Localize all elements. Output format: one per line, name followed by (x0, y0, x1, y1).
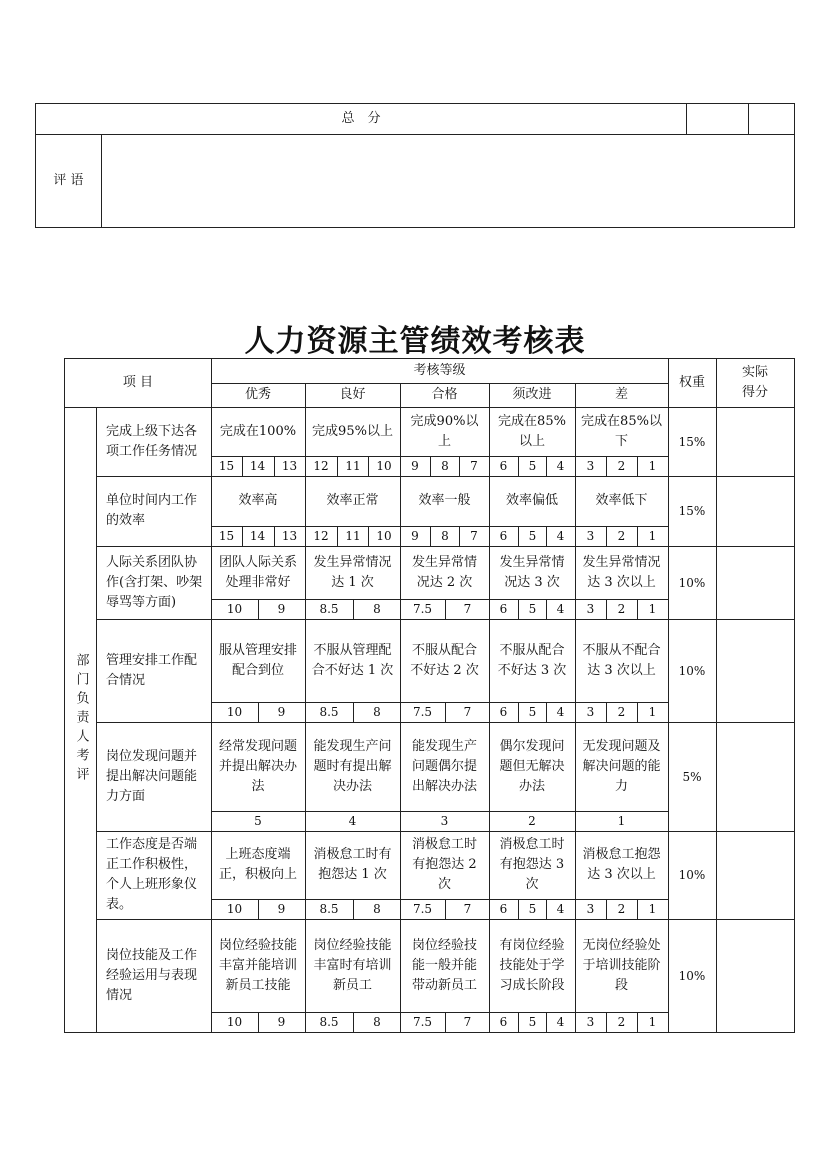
row-0-score-2-1: 8 (441, 459, 449, 473)
row-1-score-2-1: 8 (441, 529, 449, 543)
row-4-desc-2: 能发现生产问题偶尔提出解决办法 (411, 738, 477, 794)
row-2-desc-4: 发生异常情况达 3 次以上 (582, 554, 661, 590)
row-4-score-0-0: 5 (254, 814, 262, 828)
header-grade: 考核等级 (413, 363, 466, 378)
row-4-score-3-0: 2 (528, 814, 536, 828)
total-score-extra[interactable] (748, 104, 794, 134)
row-3-desc-1: 不服从管理配合不好达 1 次 (311, 642, 394, 678)
row-6-score-4-2: 1 (648, 1015, 657, 1029)
row-6-actual-score[interactable] (716, 919, 794, 1032)
header-score-line1: 实际 (741, 365, 768, 380)
row-5-score-3-1: 5 (528, 902, 537, 916)
row-0-name: 完成上级下达各项工作任务情况 (106, 423, 198, 459)
row-2-score-0-1: 9 (277, 602, 286, 616)
summary-table (35, 103, 795, 228)
row-2-score-2-1: 7 (463, 602, 472, 616)
row-6-score-3-2: 4 (556, 1015, 565, 1029)
row-5-desc-1: 消极怠工时有抱怨达 1 次 (313, 847, 392, 882)
row-0-score-0-2: 13 (281, 459, 298, 473)
row-5-desc-4: 消极怠工抱怨达 3 次以上 (582, 847, 661, 882)
row-5-score-0-1: 9 (277, 902, 286, 916)
row-6-desc-3: 有岗位经验技能处于学习成长阶段 (499, 937, 565, 993)
row-0-score-2-0: 9 (411, 459, 419, 473)
row-0-score-3-0: 6 (499, 459, 508, 473)
row-2-score-4-0: 3 (586, 602, 595, 616)
row-0-score-1-1: 11 (345, 459, 361, 473)
row-2-score-2-0: 7.5 (412, 602, 433, 616)
row-3-score-0-1: 9 (277, 705, 286, 719)
row-4-score-2-0: 3 (440, 814, 449, 828)
performance-table (64, 358, 795, 1033)
comment-field[interactable] (101, 134, 794, 227)
row-0-score-4-2: 1 (648, 459, 657, 473)
row-3-name: 管理安排工作配合情况 (106, 652, 198, 688)
row-3-weight: 10% (678, 663, 706, 678)
row-1-score-3-2: 4 (556, 529, 565, 543)
row-5-score-2-0: 7.5 (412, 902, 433, 916)
row-6-score-2-0: 7.5 (412, 1015, 433, 1029)
row-0-score-3-1: 5 (528, 459, 537, 473)
header-weight: 权重 (678, 375, 705, 390)
row-1-score-4-0: 3 (586, 529, 595, 543)
row-0-desc-3: 完成在85%以上 (498, 413, 566, 449)
header-level-2: 合格 (431, 387, 458, 402)
row-3-score-3-1: 5 (528, 705, 537, 719)
row-2-score-4-1: 2 (617, 602, 626, 616)
row-6-score-4-0: 3 (586, 1015, 595, 1029)
row-1-score-0-0: 15 (218, 529, 235, 543)
row-0-score-0-1: 14 (249, 459, 266, 473)
row-5-score-4-1: 2 (617, 902, 626, 916)
row-2-score-3-0: 6 (499, 602, 508, 616)
row-3-desc-0: 服从管理安排配合到位 (218, 642, 297, 678)
row-5-name: 工作态度是否端正工作积极性，个人上班形象仪表。 (106, 837, 198, 912)
row-5-desc-2: 消极怠工时有抱怨达 2 次 (411, 837, 477, 892)
header-level-1: 良好 (339, 387, 366, 402)
header-level-0: 优秀 (244, 387, 271, 402)
row-5-score-1-1: 8 (373, 902, 381, 916)
row-3-score-3-0: 6 (499, 705, 508, 719)
row-3-actual-score[interactable] (716, 619, 794, 722)
row-6-score-1-1: 8 (373, 1015, 381, 1029)
row-1-desc-4: 效率低下 (595, 493, 648, 508)
row-4-score-1-0: 4 (348, 814, 357, 828)
row-2-score-3-1: 5 (528, 602, 537, 616)
row-1-desc-0: 效率高 (238, 493, 278, 508)
row-2-desc-1: 发生异常情况达 1 次 (313, 554, 392, 590)
row-1-actual-score[interactable] (716, 476, 794, 546)
row-0-score-1-2: 10 (376, 459, 392, 473)
row-3-desc-4: 不服从不配合达 3 次以上 (582, 642, 661, 678)
row-5-desc-0: 上班态度端正，积极向上 (218, 847, 297, 882)
row-1-score-0-1: 14 (249, 529, 266, 543)
header-level-4: 差 (614, 387, 628, 402)
page-title: 人力资源主管绩效考核表 (244, 324, 586, 359)
row-5-score-3-2: 4 (556, 902, 565, 916)
row-5-score-2-1: 7 (463, 902, 472, 916)
row-6-desc-0: 岗位经验技能丰富并能培训新员工技能 (218, 937, 297, 993)
row-3-score-1-0: 8.5 (319, 705, 339, 719)
row-6-name: 岗位技能及工作经验运用与表现情况 (106, 947, 198, 1003)
row-6-desc-2: 岗位经验技能一般并能带动新员工 (411, 937, 477, 993)
row-4-desc-1: 能发现生产问题时有提出解决办法 (313, 738, 392, 794)
row-6-score-3-0: 6 (499, 1015, 508, 1029)
row-4-score-4-0: 1 (617, 814, 626, 828)
row-5-score-4-0: 3 (586, 902, 595, 916)
row-0-score-3-2: 4 (556, 459, 565, 473)
row-6-weight: 10% (678, 968, 706, 983)
row-2-actual-score[interactable] (716, 546, 794, 619)
row-1-desc-2: 效率一般 (418, 493, 471, 508)
row-3-score-2-0: 7.5 (412, 705, 433, 719)
comment-label: 评 语 (53, 172, 84, 188)
row-3-score-4-1: 2 (617, 705, 626, 719)
row-5-weight: 10% (678, 868, 706, 882)
header-score-line2: 得分 (741, 385, 768, 400)
row-3-score-4-2: 1 (648, 705, 657, 719)
total-score-value[interactable] (686, 104, 748, 134)
row-3-score-1-1: 8 (373, 705, 381, 719)
row-2-score-3-2: 4 (556, 602, 565, 616)
row-6-score-4-1: 2 (617, 1015, 626, 1029)
row-2-score-4-2: 1 (648, 602, 657, 616)
row-2-weight: 10% (678, 575, 706, 590)
row-3-desc-2: 不服从配合不好达 2 次 (410, 642, 479, 678)
row-0-desc-0: 完成在100% (219, 423, 297, 439)
row-0-desc-1: 完成95%以上 (312, 423, 393, 439)
row-3-score-4-0: 3 (586, 705, 595, 719)
row-5-score-3-0: 6 (499, 902, 508, 916)
side-label-text: 部门负责人考评 (73, 653, 89, 786)
row-1-score-4-2: 1 (648, 529, 657, 543)
row-0-score-0-0: 15 (218, 459, 235, 473)
row-1-score-2-0: 9 (411, 529, 419, 543)
row-1-desc-1: 效率正常 (326, 493, 379, 508)
row-1-name: 单位时间内工作的效率 (106, 493, 198, 528)
total-score-label: 总 分 (341, 111, 381, 126)
header-score (716, 359, 794, 407)
row-2-desc-2: 发生异常情况达 2 次 (411, 554, 477, 590)
row-1-score-1-1: 11 (345, 529, 361, 543)
row-4-actual-score[interactable] (716, 722, 794, 831)
row-1-score-0-2: 13 (281, 529, 298, 543)
row-6-score-0-0: 10 (226, 1015, 243, 1029)
row-4-desc-4: 无发现问题及解决问题的能力 (582, 738, 661, 794)
row-1-score-3-1: 5 (528, 529, 537, 543)
row-0-actual-score[interactable] (716, 407, 794, 476)
row-3-desc-3: 不服从配合不好达 3 次 (497, 642, 567, 678)
row-0-score-4-0: 3 (586, 459, 595, 473)
row-0-desc-4: 完成在85%以下 (581, 413, 662, 449)
row-3-score-0-0: 10 (226, 705, 243, 719)
row-1-weight: 15% (678, 504, 706, 518)
row-6-desc-1: 岗位经验技能丰富时有培训新员工 (313, 937, 392, 993)
row-6-score-0-1: 9 (277, 1015, 286, 1029)
row-0-score-2-2: 7 (470, 459, 478, 473)
row-5-desc-3: 消极怠工时有抱怨达 3 次 (499, 837, 565, 892)
row-1-score-3-0: 6 (499, 529, 508, 543)
row-2-desc-3: 发生异常情况达 3 次 (499, 554, 565, 590)
header-level-3: 须改进 (512, 387, 552, 402)
row-3-score-3-2: 4 (556, 705, 565, 719)
row-6-desc-4: 无岗位经验处于培训技能阶段 (582, 937, 661, 993)
row-0-score-4-1: 2 (617, 459, 626, 473)
row-2-desc-0: 团队人际关系处理非常好 (218, 554, 297, 590)
row-6-score-2-1: 7 (463, 1015, 472, 1029)
row-1-score-1-2: 10 (376, 529, 392, 543)
row-6-score-3-1: 5 (528, 1015, 537, 1029)
row-0-desc-2: 完成90%以上 (410, 413, 479, 449)
row-5-score-4-2: 1 (648, 902, 657, 916)
row-3-score-2-1: 7 (463, 705, 472, 719)
row-4-name: 岗位发现问题并提出解决问题能力方面 (106, 748, 198, 804)
row-1-score-1-0: 12 (313, 529, 329, 543)
row-4-weight: 5% (682, 769, 702, 784)
row-5-score-1-0: 8.5 (319, 902, 339, 916)
row-1-score-2-2: 7 (470, 529, 478, 543)
row-1-desc-3: 效率偏低 (505, 493, 558, 508)
row-6-score-1-0: 8.5 (319, 1015, 339, 1029)
row-5-score-0-0: 10 (226, 902, 243, 916)
row-2-name: 人际关系团队协作(含打架、吵架辱骂等方面) (106, 554, 203, 610)
row-2-score-1-1: 8 (373, 602, 381, 616)
row-4-desc-3: 偶尔发现问题但无解决办法 (499, 738, 565, 794)
row-0-weight: 15% (678, 434, 706, 449)
side-label (65, 407, 96, 1032)
header-item: 项 目 (122, 375, 154, 390)
row-2-score-0-0: 10 (226, 602, 243, 616)
row-0-score-1-0: 12 (313, 459, 329, 473)
row-5-actual-score[interactable] (716, 831, 794, 919)
row-1-score-4-1: 2 (617, 529, 626, 543)
row-2-score-1-0: 8.5 (319, 602, 339, 616)
row-4-desc-0: 经常发现问题并提出解决办法 (218, 738, 297, 794)
